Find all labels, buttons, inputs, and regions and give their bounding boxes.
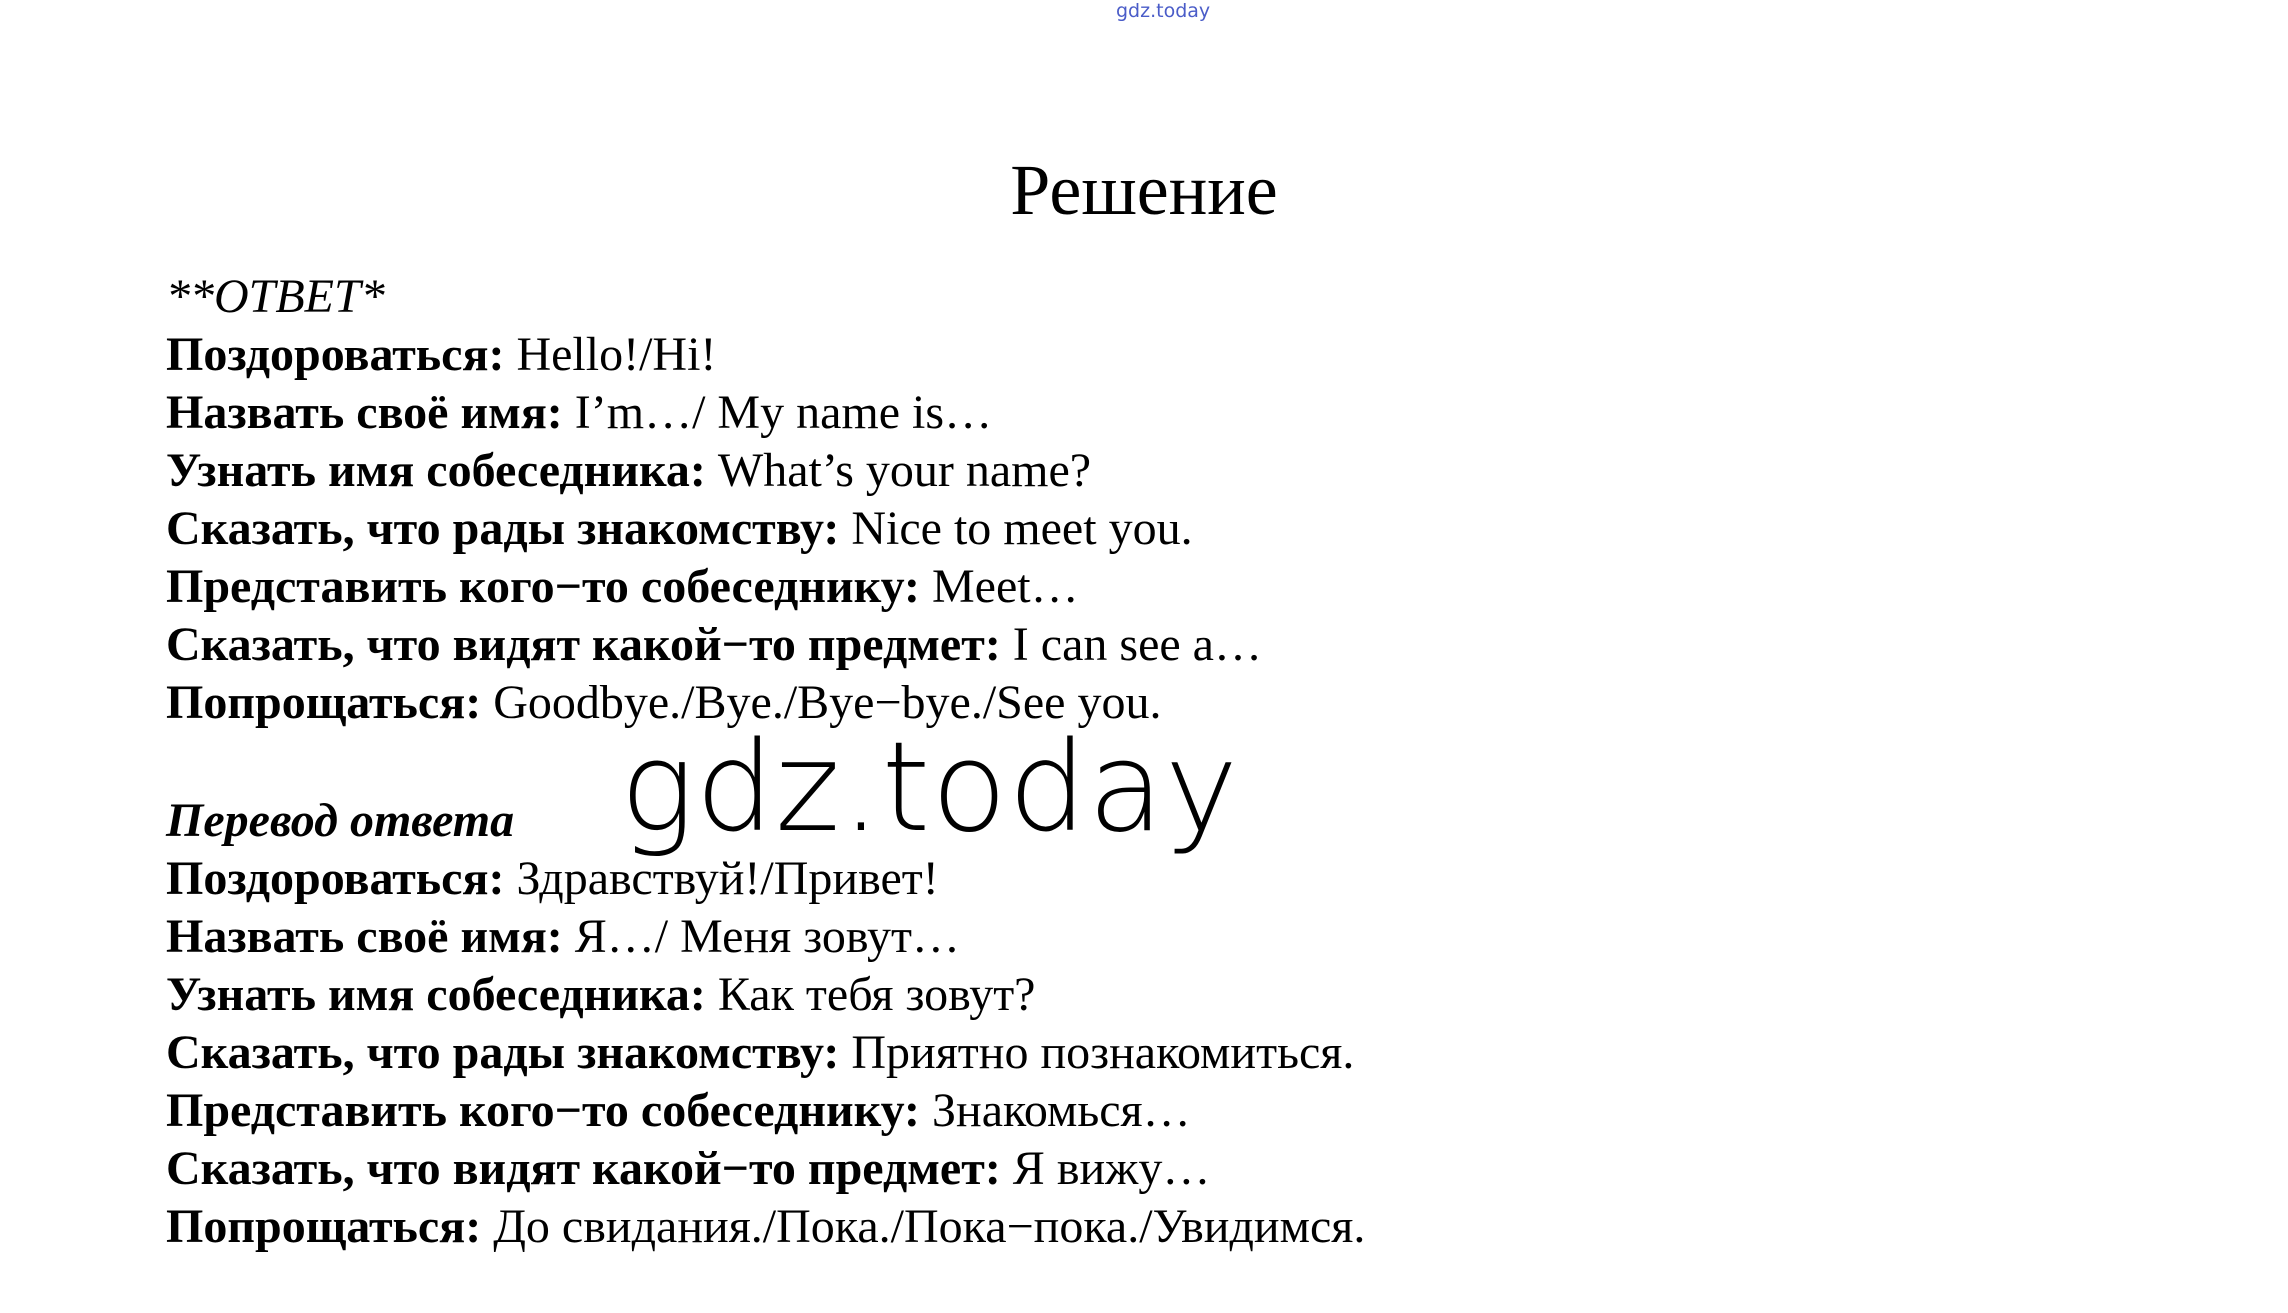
line-text: Приятно познакомиться. — [839, 1026, 1355, 1079]
answer-line — [166, 326, 1262, 384]
line-text: Nice to meet you. — [839, 502, 1193, 555]
line-text: What’s your name? — [705, 444, 1092, 497]
line-label: Сказать, что рады знакомству: — [166, 1026, 840, 1079]
line-label: Представить кого−то собеседнику: — [166, 560, 920, 613]
line-label: Узнать имя собеседника: — [166, 444, 706, 497]
answer-line — [166, 384, 1262, 442]
translation-heading: Перевод ответа — [166, 794, 515, 847]
answer-section — [166, 268, 1262, 732]
line-label: Поздороваться: — [166, 328, 505, 381]
line-label: Представить кого−то собеседнику: — [166, 1084, 920, 1137]
answer-line — [166, 442, 1262, 500]
translation-section — [166, 792, 1365, 1256]
line-label: Сказать, что видят какой−то предмет: — [166, 1142, 1001, 1195]
line-text: Goodbye./Bye./Bye−bye./See you. — [481, 676, 1162, 729]
translation-line — [166, 1198, 1365, 1256]
page-title: Решение — [1010, 150, 1278, 230]
line-label: Поздороваться: — [166, 852, 505, 905]
line-label: Назвать своё имя: — [166, 386, 563, 439]
answer-line — [166, 616, 1262, 674]
answer-line — [166, 500, 1262, 558]
translation-line — [166, 966, 1365, 1024]
translation-line — [166, 1140, 1365, 1198]
line-label: Попрощаться: — [166, 1200, 482, 1253]
watermark-small: gdz.today — [1116, 0, 1211, 22]
line-text: Я…/ Меня зовут… — [562, 910, 960, 963]
answer-heading: **ОТВЕТ* — [166, 270, 385, 323]
line-text: Meet… — [919, 560, 1079, 613]
translation-line — [166, 1082, 1365, 1140]
line-text: Я вижу… — [1000, 1142, 1211, 1195]
line-label: Назвать своё имя: — [166, 910, 563, 963]
watermark-large: gdz.today — [620, 716, 1240, 860]
line-text: Здравствуй!/Привет! — [504, 852, 939, 905]
line-text: Как тебя зовут? — [705, 968, 1036, 1021]
line-label: Сказать, что рады знакомству: — [166, 502, 840, 555]
line-text: До свидания./Пока./Пока−пока./Увидимся. — [481, 1200, 1366, 1253]
answer-line — [166, 558, 1262, 616]
line-label: Сказать, что видят какой−то предмет: — [166, 618, 1001, 671]
translation-line — [166, 850, 1365, 908]
line-text: I’m…/ My name is… — [562, 386, 993, 439]
translation-line — [166, 1024, 1365, 1082]
line-text: I can see a… — [1000, 618, 1262, 671]
line-text: Знакомься… — [919, 1084, 1191, 1137]
line-label: Попрощаться: — [166, 676, 482, 729]
translation-line — [166, 908, 1365, 966]
line-text: Hello!/Hi! — [504, 328, 717, 381]
line-label: Узнать имя собеседника: — [166, 968, 706, 1021]
